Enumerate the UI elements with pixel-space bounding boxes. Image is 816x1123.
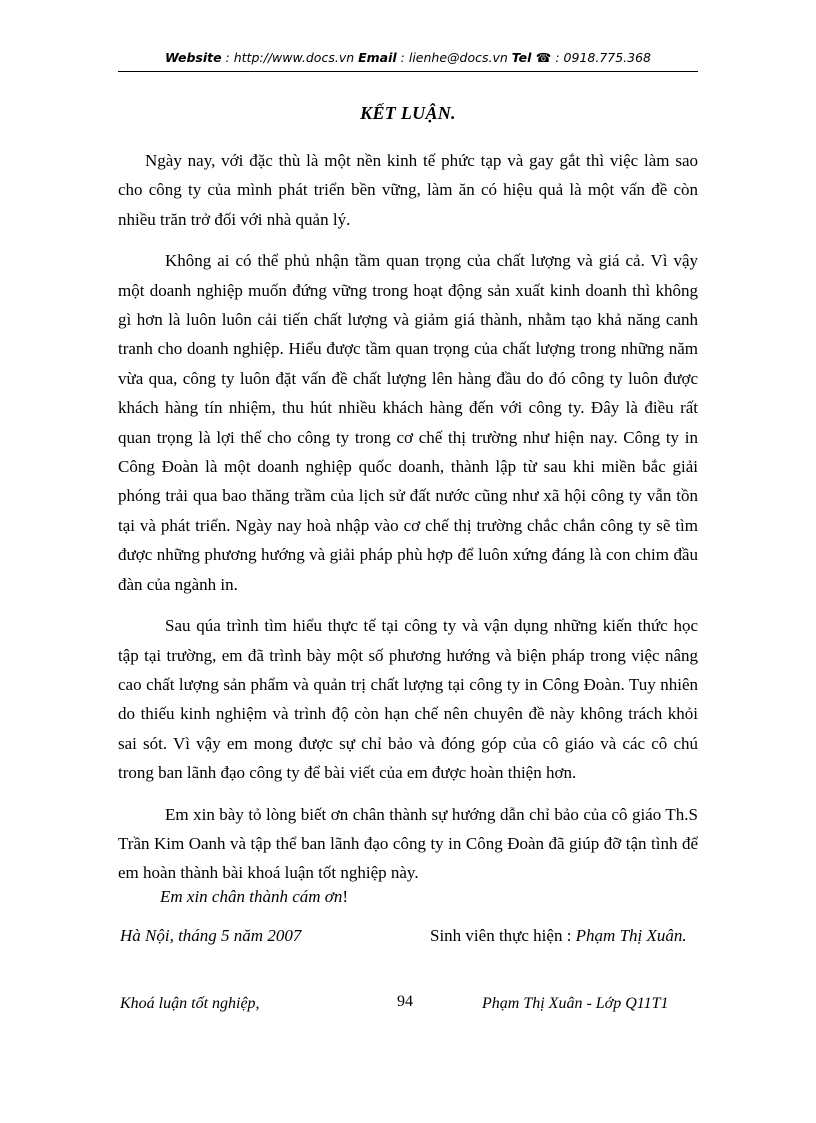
email-label: Email (358, 50, 397, 65)
tel-label: Tel (511, 50, 536, 65)
footer-right: Phạm Thị Xuân - Lớp Q11T1 (482, 995, 669, 1012)
page-title: KẾT LUẬN. (360, 103, 456, 123)
thanks-line (160, 887, 348, 907)
website-value: : http://www.docs.vn (221, 50, 359, 65)
paragraph-3: Sau qúa trình tìm hiểu thực tế tại công ty và vận dụng những kiến thức học tập tại trường, em đã trình bày một số phương hướng và biện pháp trong việc nâng cao chất lượng sản phẩm và quản trị chất lượng tại công ty in Công Đoàn. Tuy nhiên do thiếu kinh nghiệm và trình độ còn hạn chế nên chuyên đề này không trách khỏi sai sót. Vì vậy em mong được sự chỉ bảo và đóng góp của cô giáo và các cô chú trong ban lãnh đạo công ty để bài viết của em được hoàn thiện hơn. (118, 616, 698, 783)
paragraph-2: Không ai có thể phủ nhận tầm quan trọng của chất lượng và giá cả. Vì vậy một doanh nghiệp muốn đứng vững trong hoạt động sản xuất kinh doanh thì không gì hơn là luôn luôn cải tiến chất lượng và giảm giá thành, nhằm tạo khả năng canh tranh cho doanh nghiệp. Hiểu được tầm quan trọng của chất lượng trong những năm vừa qua, công ty luôn đặt vấn đề chất lượng lên hàng đầu do đó công ty luôn được khách hàng tín nhiệm, thu hút nhiều khách hàng đến với công ty. Đây là điều rất quan trọng là lợi thế cho công ty trong cơ chế thị trường như hiện nay. Công ty in Công Đoàn là một doanh nghiệp quốc doanh, thành lập từ sau khi miền bắc giải phóng trải qua bao thăng trầm của lịch sử đất nước cũng như xã hội công ty vẫn tồn tại và phát triển. Ngày nay hoà nhập vào cơ chế thị trường chắc chắn công ty sẽ tìm được những phương hướng và giải pháp phù hợp để luôn xứng đáng là con chim đầu đàn của ngành in. (118, 251, 698, 594)
page-header (118, 50, 698, 65)
paragraph-4: Em xin bày tỏ lòng biết ơn chân thành sự hướng dẫn chỉ bảo của cô giáo Th.S Trần Kim Oanh và tập thể ban lãnh đạo công ty in Công Đoàn đã giúp đỡ tận tình để em hoàn thành bài khoá luận tốt nghiệp này. (118, 804, 698, 883)
tel-value: : 0918.775.368 (551, 50, 652, 65)
email-value: : lienhe@docs.vn (396, 50, 512, 65)
place-date: Hà Nội, tháng 5 năm 2007 (120, 926, 302, 945)
student-label: Sinh viên thực hiện : (430, 926, 576, 945)
body-text (118, 146, 698, 888)
student-signature (430, 926, 687, 946)
paragraph-1: Ngày nay, với đặc thù là một nền kinh tế phức tạp và gay gắt thì việc làm sao cho công ty của mình phát triển bền vững, làm ăn có hiệu quả là một vấn đề còn nhiều trăn trở đối với nhà quản lý. (118, 151, 698, 229)
thanks-mark: ! (342, 887, 349, 906)
phone-icon: ☎ (535, 50, 552, 65)
header-rule (118, 71, 698, 72)
student-name: Phạm Thị Xuân. (575, 926, 687, 945)
footer-left: Khoá luận tốt nghiệp, (120, 995, 260, 1012)
thanks-text: Em xin chân thành cám ơn (160, 887, 343, 906)
website-label: Website (164, 50, 222, 65)
page-number: 94 (397, 993, 413, 1010)
